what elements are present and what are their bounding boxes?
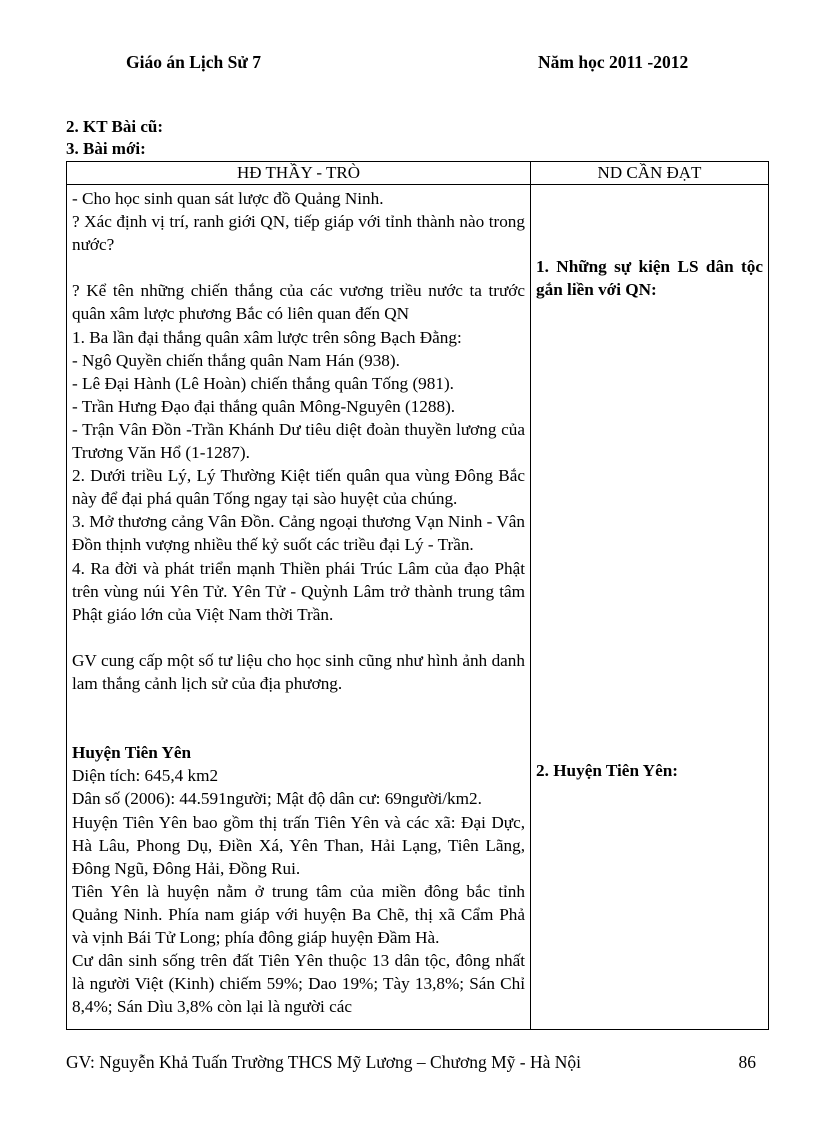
paragraph: - Ngô Quyền chiến thắng quân Nam Hán (938). xyxy=(72,350,400,370)
paragraph: 2. Dưới triều Lý, Lý Thường Kiệt tiến quân qua vùng Đông Bắc này để đại phá quân Tống ngay tại sào huyệt của chúng. xyxy=(72,466,525,509)
table-body-row xyxy=(67,185,769,1030)
district-paragraph: Cư dân sinh sống trên đất Tiên Yên thuộc 13 dân tộc, đông nhất là người Việt (Kinh) chiếm 59%; Dao 19%; Tày 13,8%; Sán Chỉ 8,4%; Sán Dìu 3,8% còn lại là người các xyxy=(72,951,525,1017)
district-paragraph: Dân số (2006): 44.591người; Mật độ dân cư: 69người/km2. xyxy=(72,789,482,809)
district-paragraph: Huyện Tiên Yên bao gồm thị trấn Tiên Yên và các xã: Đại Dực, Hà Lâu, Phong Dụ, Điền Xá, Yên Than, Hải Lạng, Tiên Lãng, Đông Ngũ, Đông Hải, Đồng Rui. xyxy=(72,812,525,878)
lesson-table xyxy=(66,161,769,1030)
header-subject: Giáo án Lịch Sử 7 xyxy=(126,52,261,72)
paragraph: 1. Ba lần đại thắng quân xâm lược trên sông Bạch Đằng: xyxy=(72,327,462,347)
content-cell xyxy=(531,185,769,1030)
table-header-row xyxy=(67,162,769,185)
activities-cell xyxy=(67,185,531,1030)
paragraph: 3. Mở thương cảng Vân Đồn. Cảng ngoại thương Vạn Ninh - Vân Đồn thịnh vượng nhiều thế kỷ suốt các triều đại Lý - Trần. xyxy=(72,512,525,555)
page-number: 86 xyxy=(738,1052,756,1072)
district-paragraph: Diện tích: 645,4 km2 xyxy=(72,766,219,786)
paragraph: GV cung cấp một số tư liệu cho học sinh cũng như hình ảnh danh lam thắng cảnh lịch sử của địa phương. xyxy=(72,650,525,693)
col-header-content: ND CẦN ĐẠT xyxy=(531,162,769,185)
blank-line xyxy=(72,695,525,718)
page-footer xyxy=(66,1052,756,1073)
section-new-lesson: 3. Bài mới: xyxy=(66,139,146,158)
content-heading-tien-yen: 2. Huyện Tiên Yên: xyxy=(536,761,678,780)
paragraph: ? Kể tên những chiến thắng của các vương triều nước ta trước quân xâm lược phương Bắc có liên quan đến QN xyxy=(72,281,525,324)
paragraph: 4. Ra đời và phát triển mạnh Thiền phái Trúc Lâm của đạo Phật trên vùng núi Yên Tử. Yên Tử - Quỳnh Lâm trở thành trung tâm Phật giáo lớn của Việt Nam thời Trần. xyxy=(72,558,525,624)
paragraph: - Trần Hưng Đạo đại thắng quân Mông-Nguyên (1288). xyxy=(72,396,456,416)
paragraph: - Cho học sinh quan sát lược đồ Quảng Ninh. xyxy=(72,189,384,208)
district-paragraph: Tiên Yên là huyện nằm ở trung tâm của miền đông bắc tỉnh Quảng Ninh. Phía nam giáp với huyện Ba Chẽ, thị xã Cẩm Phả và vịnh Bái Tử Long; phía đông giáp huyện Đầm Hà. xyxy=(72,881,525,947)
district-heading: Huyện Tiên Yên xyxy=(72,743,192,763)
header-school-year: Năm học 2011 -2012 xyxy=(538,52,689,72)
section-old-lesson: 2. KT Bài cũ: xyxy=(66,117,163,136)
footer-author: GV: Nguyễn Khả Tuấn Trường THCS Mỹ Lương – Chương Mỹ - Hà Nội xyxy=(66,1052,581,1072)
paragraph: - Lê Đại Hành (Lê Hoàn) chiến thắng quân Tống (981). xyxy=(72,373,454,393)
blank-line xyxy=(72,626,525,649)
blank-line xyxy=(72,718,525,741)
col-header-activities: HĐ THẦY - TRÒ xyxy=(67,162,531,185)
paragraph: ? Xác định vị trí, ranh giới QN, tiếp giáp với tỉnh thành nào trong nước? xyxy=(72,212,525,255)
blank-line xyxy=(72,256,525,279)
paragraph: - Trận Vân Đồn -Trần Khánh Dư tiêu diệt đoàn thuyền lương của Trương Văn Hổ (1-1287). xyxy=(72,419,525,463)
content-heading-events: 1. Những sự kiện LS dân tộc gắn liền với QN: xyxy=(536,257,763,300)
